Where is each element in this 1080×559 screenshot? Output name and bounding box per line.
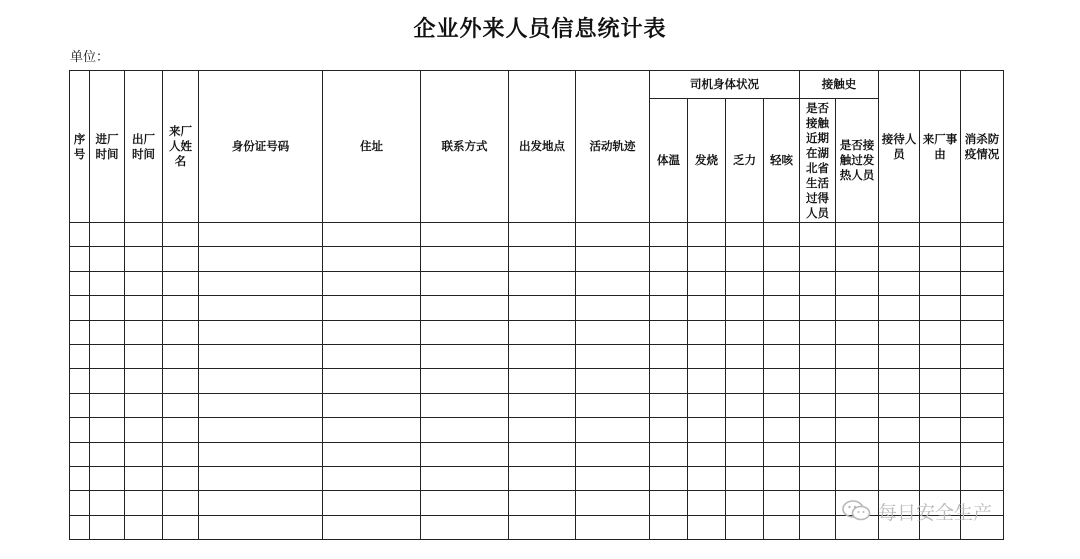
table-cell[interactable] (764, 466, 800, 490)
table-cell[interactable] (650, 247, 688, 271)
watermark (842, 496, 992, 526)
table-cell[interactable] (836, 271, 879, 295)
table-cell[interactable] (90, 466, 125, 490)
table-cell[interactable] (800, 442, 836, 466)
table-cell[interactable] (163, 466, 199, 490)
table-cell[interactable] (125, 247, 163, 271)
table-row (70, 418, 1004, 442)
table-row (70, 442, 1004, 466)
table-cell[interactable] (509, 369, 576, 393)
table-cell[interactable] (726, 393, 764, 417)
table-cell[interactable] (509, 393, 576, 417)
table-cell[interactable] (800, 515, 836, 539)
table-cell[interactable] (688, 271, 726, 295)
table-body (70, 223, 1004, 540)
table-cell[interactable] (163, 271, 199, 295)
table-cell[interactable] (800, 491, 836, 515)
table-cell[interactable] (163, 515, 199, 539)
table-cell[interactable] (125, 296, 163, 320)
table-cell[interactable] (163, 369, 199, 393)
table-cell[interactable] (576, 271, 650, 295)
table-cell[interactable] (421, 296, 509, 320)
table-cell[interactable] (576, 320, 650, 344)
visitor-info-table (69, 70, 1004, 540)
table-cell[interactable] (421, 393, 509, 417)
table-cell[interactable] (800, 393, 836, 417)
table-cell[interactable] (576, 369, 650, 393)
table-cell[interactable] (90, 491, 125, 515)
table-cell[interactable] (688, 393, 726, 417)
table-row (70, 466, 1004, 490)
unit-label: 单位： (70, 50, 110, 65)
table-cell[interactable] (650, 442, 688, 466)
table-cell[interactable] (688, 223, 726, 247)
table-cell[interactable] (764, 271, 800, 295)
table-cell[interactable] (576, 442, 650, 466)
table-cell[interactable] (125, 442, 163, 466)
table-cell[interactable] (576, 418, 650, 442)
table-cell[interactable] (961, 393, 1004, 417)
watermark-text: 每日安全生产 (878, 501, 993, 524)
table-cell[interactable] (764, 442, 800, 466)
table-cell[interactable] (764, 223, 800, 247)
table-cell[interactable] (70, 247, 90, 271)
table-cell[interactable] (920, 296, 961, 320)
table-cell[interactable] (961, 344, 1004, 368)
table-cell[interactable] (920, 369, 961, 393)
table-cell[interactable] (650, 369, 688, 393)
table-cell[interactable] (800, 271, 836, 295)
table-cell[interactable] (836, 442, 879, 466)
table-cell[interactable] (836, 320, 879, 344)
table-cell[interactable] (421, 223, 509, 247)
table-cell[interactable] (90, 223, 125, 247)
table-cell[interactable] (125, 369, 163, 393)
table-cell[interactable] (764, 247, 800, 271)
table-cell[interactable] (509, 491, 576, 515)
table-cell[interactable] (323, 491, 421, 515)
table-cell[interactable] (764, 344, 800, 368)
table-cell[interactable] (125, 418, 163, 442)
header-exit-time: 出厂时间 (125, 71, 163, 223)
table-cell[interactable] (90, 369, 125, 393)
table-cell[interactable] (90, 296, 125, 320)
table-cell[interactable] (509, 344, 576, 368)
table-cell[interactable] (509, 320, 576, 344)
table-cell[interactable] (90, 344, 125, 368)
header-seq: 序号 (70, 71, 90, 223)
table-cell[interactable] (199, 442, 323, 466)
table-cell[interactable] (323, 320, 421, 344)
table-cell[interactable] (576, 247, 650, 271)
table-cell[interactable] (650, 296, 688, 320)
table-cell[interactable] (726, 320, 764, 344)
table-cell[interactable] (961, 369, 1004, 393)
table-cell[interactable] (688, 515, 726, 539)
table-cell[interactable] (199, 369, 323, 393)
table-cell[interactable] (199, 466, 323, 490)
table-cell[interactable] (70, 320, 90, 344)
table-cell[interactable] (199, 320, 323, 344)
table-cell[interactable] (125, 491, 163, 515)
table-cell[interactable] (650, 515, 688, 539)
table-cell[interactable] (836, 223, 879, 247)
table-cell[interactable] (726, 466, 764, 490)
table-cell[interactable] (836, 369, 879, 393)
table-cell[interactable] (650, 491, 688, 515)
table-cell[interactable] (920, 344, 961, 368)
header-purpose: 来厂事由 (920, 71, 961, 223)
table-cell[interactable] (650, 271, 688, 295)
table-cell[interactable] (421, 271, 509, 295)
table-cell[interactable] (726, 344, 764, 368)
table-cell[interactable] (509, 223, 576, 247)
table-cell[interactable] (323, 393, 421, 417)
table-cell[interactable] (199, 271, 323, 295)
table-cell[interactable] (576, 223, 650, 247)
table-cell[interactable] (125, 320, 163, 344)
header-entry-time: 进厂时间 (90, 71, 125, 223)
wechat-icon (842, 499, 872, 523)
table-cell[interactable] (688, 344, 726, 368)
header-receiver: 接待人员 (879, 71, 920, 223)
table-cell[interactable] (650, 466, 688, 490)
table-cell[interactable] (726, 515, 764, 539)
table-cell[interactable] (421, 418, 509, 442)
table-cell[interactable] (764, 515, 800, 539)
table-cell[interactable] (70, 271, 90, 295)
table-cell[interactable] (764, 320, 800, 344)
table-cell[interactable] (688, 296, 726, 320)
table-cell[interactable] (688, 418, 726, 442)
table-cell[interactable] (323, 418, 421, 442)
table-cell[interactable] (199, 344, 323, 368)
table-cell[interactable] (764, 296, 800, 320)
table-cell[interactable] (70, 418, 90, 442)
table-cell[interactable] (509, 271, 576, 295)
table-cell[interactable] (961, 223, 1004, 247)
table-cell[interactable] (726, 491, 764, 515)
table-cell[interactable] (836, 466, 879, 490)
table-cell[interactable] (90, 442, 125, 466)
table-cell[interactable] (323, 296, 421, 320)
table-cell[interactable] (163, 418, 199, 442)
table-cell[interactable] (163, 344, 199, 368)
table-row (70, 296, 1004, 320)
table-cell[interactable] (125, 344, 163, 368)
table-cell[interactable] (650, 223, 688, 247)
table-row (70, 393, 1004, 417)
table-cell[interactable] (800, 418, 836, 442)
table-cell[interactable] (764, 491, 800, 515)
table-cell[interactable] (323, 515, 421, 539)
table-cell[interactable] (920, 223, 961, 247)
table-cell[interactable] (879, 247, 920, 271)
table-cell[interactable] (421, 344, 509, 368)
table-cell[interactable] (726, 247, 764, 271)
table-row (70, 344, 1004, 368)
table-cell[interactable] (509, 296, 576, 320)
table-cell[interactable] (163, 393, 199, 417)
table-cell[interactable] (800, 247, 836, 271)
table-row (70, 223, 1004, 247)
table-cell[interactable] (70, 393, 90, 417)
table-cell[interactable] (70, 223, 90, 247)
table-cell[interactable] (323, 247, 421, 271)
table-cell[interactable] (650, 393, 688, 417)
table-cell[interactable] (764, 393, 800, 417)
table-cell[interactable] (726, 271, 764, 295)
table-cell[interactable] (836, 393, 879, 417)
table-cell[interactable] (199, 393, 323, 417)
table-cell[interactable] (576, 393, 650, 417)
table-cell[interactable] (726, 296, 764, 320)
header-id-number: 身份证号码 (199, 71, 323, 223)
header-cough: 轻咳 (764, 99, 800, 223)
header-disinfection: 消杀防疫情况 (961, 71, 1004, 223)
header-visitor-name: 来厂人姓名 (163, 71, 199, 223)
table-cell[interactable] (163, 491, 199, 515)
table-cell[interactable] (836, 247, 879, 271)
table-cell[interactable] (576, 466, 650, 490)
table-cell[interactable] (70, 296, 90, 320)
table-cell[interactable] (163, 223, 199, 247)
table-cell[interactable] (576, 491, 650, 515)
table-cell[interactable] (125, 271, 163, 295)
table-cell[interactable] (688, 369, 726, 393)
table-cell[interactable] (199, 491, 323, 515)
table-cell[interactable] (688, 491, 726, 515)
table-cell[interactable] (125, 393, 163, 417)
header-driver-health: 司机身体状况 (650, 71, 800, 99)
table-cell[interactable] (726, 418, 764, 442)
table-row (70, 247, 1004, 271)
table-cell[interactable] (323, 344, 421, 368)
table-cell[interactable] (199, 247, 323, 271)
table-cell[interactable] (70, 491, 90, 515)
table-cell[interactable] (726, 442, 764, 466)
table-cell[interactable] (920, 271, 961, 295)
table-cell[interactable] (961, 466, 1004, 490)
table-cell[interactable] (90, 247, 125, 271)
table-cell[interactable] (961, 418, 1004, 442)
table-cell[interactable] (961, 442, 1004, 466)
table-cell[interactable] (800, 223, 836, 247)
page-title: 企业外来人员信息统计表 (413, 16, 667, 42)
table-cell[interactable] (509, 247, 576, 271)
table-cell[interactable] (879, 344, 920, 368)
table-cell[interactable] (90, 393, 125, 417)
table-cell[interactable] (163, 247, 199, 271)
table-cell[interactable] (70, 466, 90, 490)
table-cell[interactable] (961, 296, 1004, 320)
table-cell[interactable] (70, 369, 90, 393)
table-cell[interactable] (163, 296, 199, 320)
table-cell[interactable] (961, 247, 1004, 271)
table-cell[interactable] (688, 320, 726, 344)
table-cell[interactable] (163, 320, 199, 344)
table-cell[interactable] (576, 344, 650, 368)
table-cell[interactable] (125, 466, 163, 490)
table-cell[interactable] (800, 344, 836, 368)
table-cell[interactable] (323, 271, 421, 295)
table-cell[interactable] (920, 320, 961, 344)
table-cell[interactable] (199, 296, 323, 320)
table-cell[interactable] (836, 296, 879, 320)
table-cell[interactable] (650, 418, 688, 442)
table-cell[interactable] (421, 320, 509, 344)
table-cell[interactable] (199, 418, 323, 442)
table-cell[interactable] (879, 393, 920, 417)
table-cell[interactable] (961, 271, 1004, 295)
table-cell[interactable] (764, 369, 800, 393)
table-cell[interactable] (90, 320, 125, 344)
table-cell[interactable] (90, 271, 125, 295)
table-cell[interactable] (576, 515, 650, 539)
table-cell[interactable] (920, 393, 961, 417)
header-fever-contact: 是否接触过发热人员 (836, 99, 879, 223)
table-cell[interactable] (764, 418, 800, 442)
table-cell[interactable] (920, 466, 961, 490)
table-cell[interactable] (879, 223, 920, 247)
table-cell[interactable] (800, 466, 836, 490)
table-cell[interactable] (323, 369, 421, 393)
table-cell[interactable] (421, 466, 509, 490)
table-cell[interactable] (920, 247, 961, 271)
table-cell[interactable] (920, 442, 961, 466)
table-cell[interactable] (961, 320, 1004, 344)
table-cell[interactable] (163, 442, 199, 466)
table-cell[interactable] (125, 515, 163, 539)
table-cell[interactable] (90, 515, 125, 539)
header-contact: 联系方式 (421, 71, 509, 223)
table-cell[interactable] (800, 296, 836, 320)
table-cell[interactable] (509, 466, 576, 490)
table-cell[interactable] (199, 515, 323, 539)
table-row (70, 320, 1004, 344)
table-cell[interactable] (650, 344, 688, 368)
table-cell[interactable] (836, 344, 879, 368)
table-cell[interactable] (323, 223, 421, 247)
table-cell[interactable] (879, 296, 920, 320)
table-cell[interactable] (509, 515, 576, 539)
table-cell[interactable] (70, 515, 90, 539)
table-cell[interactable] (509, 418, 576, 442)
table-cell[interactable] (199, 223, 323, 247)
table-cell[interactable] (688, 466, 726, 490)
header-departure: 出发地点 (509, 71, 576, 223)
table-cell[interactable] (650, 320, 688, 344)
table-cell[interactable] (726, 223, 764, 247)
table-cell[interactable] (836, 418, 879, 442)
table-cell[interactable] (800, 320, 836, 344)
table-cell[interactable] (509, 442, 576, 466)
table-cell[interactable] (688, 247, 726, 271)
header-hubei-contact: 是否接触近期在湖北省生活过得人员 (800, 99, 836, 223)
table-cell[interactable] (323, 466, 421, 490)
table-cell[interactable] (421, 442, 509, 466)
header-fatigue: 乏力 (726, 99, 764, 223)
header-contact-history: 接触史 (800, 71, 879, 99)
table-row (70, 271, 1004, 295)
table-cell[interactable] (879, 442, 920, 466)
table-cell[interactable] (879, 369, 920, 393)
table-row (70, 369, 1004, 393)
header-temperature: 体温 (650, 99, 688, 223)
header-address: 住址 (323, 71, 421, 223)
table-cell[interactable] (879, 418, 920, 442)
table-cell[interactable] (879, 271, 920, 295)
table-cell[interactable] (90, 418, 125, 442)
table-cell[interactable] (70, 442, 90, 466)
table-cell[interactable] (70, 344, 90, 368)
table-cell[interactable] (125, 223, 163, 247)
table-cell[interactable] (879, 320, 920, 344)
table-cell[interactable] (421, 247, 509, 271)
table-cell[interactable] (879, 466, 920, 490)
table-cell[interactable] (688, 442, 726, 466)
table-cell[interactable] (421, 515, 509, 539)
table-cell[interactable] (576, 296, 650, 320)
table-cell[interactable] (726, 369, 764, 393)
table-cell[interactable] (421, 491, 509, 515)
table-cell[interactable] (323, 442, 421, 466)
table-cell[interactable] (421, 369, 509, 393)
table-cell[interactable] (800, 369, 836, 393)
header-fever: 发烧 (688, 99, 726, 223)
header-trajectory: 活动轨迹 (576, 71, 650, 223)
table-cell[interactable] (920, 418, 961, 442)
